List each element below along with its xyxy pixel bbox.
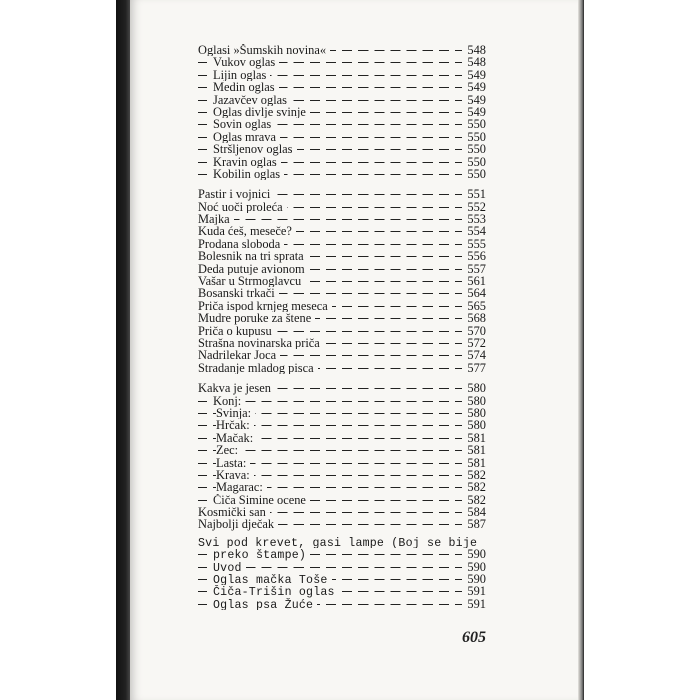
toc-entry [198,106,486,118]
toc-entry-page: 590 [464,561,486,573]
toc-entry-page: 548 [464,56,486,68]
toc-entry-title: Prodana sloboda [198,238,284,250]
group-spacer [198,374,486,382]
toc-entry-page: 549 [464,69,486,81]
toc-entry [198,506,486,518]
toc-entry-page: 590 [464,573,486,585]
toc-entry-title: Magarac: [216,481,267,493]
toc-entry [198,349,486,361]
toc-entry [198,444,486,456]
toc-entry-page: 572 [464,337,486,349]
toc-entry-page: 552 [464,201,486,213]
toc-entry-page: 549 [464,81,486,93]
toc-entry-title: Zec: [216,444,242,456]
toc-entry-page: 584 [464,506,486,518]
toc-entry-page: 551 [464,188,486,200]
toc-entry [198,518,486,530]
toc-entry [198,300,486,312]
toc-entry-page: 591 [464,598,486,610]
dash-leader [198,219,462,220]
toc-entry [198,94,486,106]
table-of-contents [198,44,486,610]
toc-entry-title: Jazavčev oglas [213,94,291,106]
toc-entry-page: 554 [464,225,486,237]
toc-entry [198,188,486,200]
toc-entry [198,407,486,419]
toc-entry-title: Svinja: [216,407,255,419]
toc-entry-page: 549 [464,106,486,118]
toc-entry [198,143,486,155]
toc-entry-title: Uvod [213,563,246,573]
toc-entry-page: 581 [464,457,486,469]
toc-entry [198,337,486,349]
toc-entry-title: Oglas psa Žuće [213,600,317,610]
toc-entry-title: Najbolji dječak [198,518,278,530]
toc-entry-title: Svi pod krevet, gasi lampe (Boj se bije [198,538,481,548]
toc-entry-title: Mačak: [216,432,257,444]
toc-entry-title: Kosmički san [198,506,270,518]
toc-entry-title: Stršljenov oglas [213,143,297,155]
toc-entry-title: Priča o kupusu [198,325,276,337]
toc-entry-title: Lijin oglas [213,69,270,81]
toc-entry [198,325,486,337]
toc-entry-title: Hrčak: [216,419,254,431]
toc-entry-page: 581 [464,444,486,456]
toc-entry-page: 550 [464,131,486,143]
toc-entry-title: Vašar u Strmoglavcu [198,275,305,287]
toc-entry-title: Oglasi »Šumskih novina« [198,44,330,56]
toc-entry-page: 582 [464,494,486,506]
toc-entry-page: 550 [464,118,486,130]
toc-entry-page: 570 [464,325,486,337]
toc-entry [198,250,486,262]
toc-entry-page: 577 [464,362,486,374]
toc-entry-page: 574 [464,349,486,361]
toc-entry [198,419,486,431]
toc-entry-title: Čiča-Trišin oglas [213,587,339,597]
toc-entry [198,287,486,299]
toc-entry [198,56,486,68]
toc-entry-title: Krava: [216,469,254,481]
toc-entry-page: 580 [464,382,486,394]
toc-entry-page: 557 [464,263,486,275]
toc-entry [198,213,486,225]
toc-entry-title: Kuda ćeš, meseče? [198,225,296,237]
toc-entry-title: Pastir i vojnici [198,188,274,200]
toc-entry-page: 549 [464,94,486,106]
toc-entry-title: Konj: [213,395,245,407]
toc-entry [198,536,486,548]
toc-entry-title: Bosanski trkači [198,287,279,299]
toc-entry [198,469,486,481]
toc-entry-title: Deda putuje avionom [198,263,309,275]
toc-entry-title: preko štampe) [213,550,310,560]
toc-entry [198,598,486,610]
toc-entry [198,382,486,394]
toc-entry [198,69,486,81]
toc-entry-page: 553 [464,213,486,225]
toc-entry-title: Kravin oglas [213,156,281,168]
toc-entry-title: Strašna novinarska priča [198,337,324,349]
toc-entry-page: 580 [464,395,486,407]
toc-entry-title: Majka [198,213,234,225]
toc-entry [198,481,486,493]
toc-entry-title: Sovin oglas [213,118,275,130]
toc-entry-title: Čiča Simine ocene [213,494,310,506]
page-edge-shadow [578,0,584,700]
toc-entry-title: Stradanje mladog pisca [198,362,318,374]
toc-entry [198,156,486,168]
toc-entry-page: 556 [464,250,486,262]
toc-entry-title: Lasta: [216,457,250,469]
toc-entry-page: 581 [464,432,486,444]
toc-entry-page: 550 [464,143,486,155]
toc-entry [198,432,486,444]
toc-entry [198,573,486,585]
toc-entry-page: 568 [464,312,486,324]
toc-entry-title: Kakva je jesen [198,382,275,394]
group-spacer [198,180,486,188]
toc-entry-page: 582 [464,481,486,493]
toc-entry-title: Bolesnik na tri sprata [198,250,308,262]
toc-entry [198,585,486,597]
toc-entry-page: 555 [464,238,486,250]
toc-entry [198,494,486,506]
toc-entry-title: Oglas mačka Toše [213,575,332,585]
toc-entry [198,118,486,130]
toc-entry-title: Oglas mrava [213,131,280,143]
toc-entry-page: 565 [464,300,486,312]
toc-entry-page: 580 [464,419,486,431]
toc-entry-page: 590 [464,548,486,560]
toc-entry [198,548,486,560]
toc-entry-title: Oglas divlje svinje [213,106,310,118]
toc-entry-page: 580 [464,407,486,419]
toc-entry [198,201,486,213]
toc-entry-page: 587 [464,518,486,530]
toc-entry [198,561,486,573]
toc-entry-title: Vukov oglas [213,56,279,68]
toc-entry-title: Noć uoči proleća [198,201,287,213]
toc-entry [198,275,486,287]
toc-entry [198,44,486,56]
toc-entry-page: 582 [464,469,486,481]
toc-entry [198,263,486,275]
toc-entry-page: 561 [464,275,486,287]
toc-entry-title: Kobilin oglas [213,168,284,180]
toc-entry [198,457,486,469]
toc-entry-title: Nadrilekar Joca [198,349,280,361]
toc-entry-page: 548 [464,44,486,56]
toc-entry-title: Mudre poruke za štene [198,312,315,324]
toc-entry-page: 564 [464,287,486,299]
toc-entry-title: Priča ispod krnjeg meseca [198,300,332,312]
toc-entry-title: Medin oglas [213,81,279,93]
toc-entry [198,81,486,93]
toc-entry-page: 550 [464,168,486,180]
toc-entry [198,238,486,250]
page-number: 605 [462,629,486,646]
toc-entry [198,395,486,407]
toc-entry [198,312,486,324]
toc-entry [198,168,486,180]
toc-entry-page: 591 [464,585,486,597]
toc-entry [198,131,486,143]
toc-entry [198,225,486,237]
toc-entry [198,362,486,374]
toc-entry-page: 550 [464,156,486,168]
